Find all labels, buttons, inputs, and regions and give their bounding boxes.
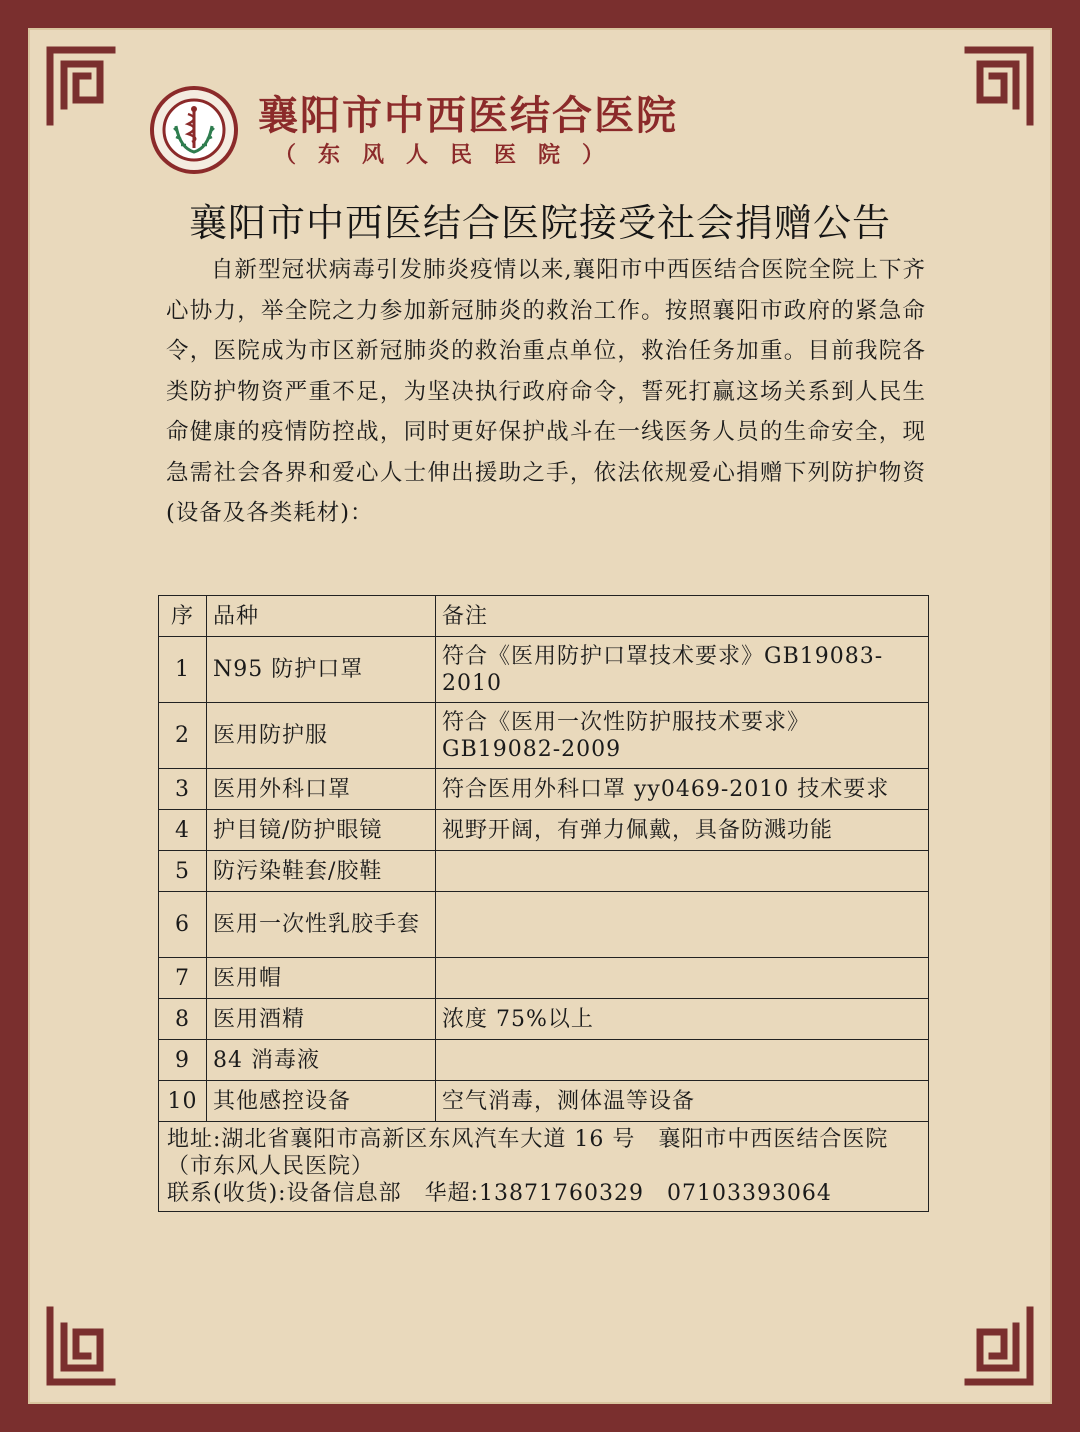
row-note	[436, 851, 929, 892]
row-item: 医用外科口罩	[207, 769, 436, 810]
row-item: 防污染鞋套/胶鞋	[207, 851, 436, 892]
row-note	[436, 892, 929, 958]
header-no: 序	[159, 596, 207, 637]
row-item: 医用帽	[207, 958, 436, 999]
table-row	[159, 958, 929, 999]
row-no: 1	[159, 637, 207, 703]
row-note: 空气消毒，测体温等设备	[436, 1081, 929, 1122]
contact-text: 联系(收货):设备信息部 华超:13871760329 07103393064	[167, 1181, 832, 1206]
contact-info	[159, 1122, 929, 1212]
row-item: 医用防护服	[207, 703, 436, 769]
row-no: 6	[159, 892, 207, 958]
row-no: 8	[159, 999, 207, 1040]
row-no: 3	[159, 769, 207, 810]
notice-intro: 自新型冠状病毒引发肺炎疫情以来,襄阳市中西医结合医院全院上下齐心协力，举全院之力参加新冠肺炎的救治工作。按照襄阳市政府的紧急命令，医院成为市区新冠肺炎的救治重点单位，救治任务加重。目前我院各类防护物资严重不足，为坚决执行政府命令，誓死打赢这场关系到人民生命健康的疫情防控战，同时更好保护战斗在一线医务人员的生命安全，现急需社会各界和爱心人士伸出援助之手，依法依规爱心捐赠下列防护物资(设备及各类耗材)：	[166, 257, 926, 526]
row-item: 医用一次性乳胶手套	[207, 892, 436, 958]
table-row	[159, 703, 929, 769]
table-row	[159, 810, 929, 851]
donation-items-table	[158, 595, 929, 1212]
hospital-name: 襄阳市中西医结合医院	[258, 92, 678, 139]
row-note: 符合《医用一次性防护服技术要求》GB19082-2009	[436, 703, 929, 769]
corner-ornament-bottom-left	[46, 1306, 116, 1386]
table-footer-row	[159, 1122, 929, 1212]
corner-ornament-top-left	[46, 46, 116, 126]
table-row	[159, 851, 929, 892]
row-item: N95 防护口罩	[207, 637, 436, 703]
row-item: 护目镜/防护眼镜	[207, 810, 436, 851]
header-item: 品种	[207, 596, 436, 637]
table-row	[159, 637, 929, 703]
corner-ornament-top-right	[964, 46, 1034, 126]
notice-title: 襄阳市中西医结合医院接受社会捐赠公告	[188, 201, 891, 245]
table-header-row	[159, 596, 929, 637]
row-no: 9	[159, 1040, 207, 1081]
row-item: 其他感控设备	[207, 1081, 436, 1122]
row-item: 医用酒精	[207, 999, 436, 1040]
row-no: 2	[159, 703, 207, 769]
row-item: 84 消毒液	[207, 1040, 436, 1081]
row-note	[436, 958, 929, 999]
caduceus-seal-icon	[150, 86, 238, 174]
row-note: 符合《医用防护口罩技术要求》GB19083-2010	[436, 637, 929, 703]
header-note: 备注	[436, 596, 929, 637]
table-row	[159, 769, 929, 810]
hospital-subtitle: （东风人民医院）	[274, 142, 627, 168]
row-note: 符合医用外科口罩 yy0469-2010 技术要求	[436, 769, 929, 810]
corner-ornament-bottom-right	[964, 1306, 1034, 1386]
row-note	[436, 1040, 929, 1081]
table-row	[159, 892, 929, 958]
row-no: 10	[159, 1081, 207, 1122]
table-row	[159, 1081, 929, 1122]
row-note: 浓度 75%以上	[436, 999, 929, 1040]
address-text: 地址:湖北省襄阳市高新区东风汽车大道 16 号 襄阳市中西医结合医院（市东风人民医院）	[167, 1127, 889, 1179]
row-no: 4	[159, 810, 207, 851]
table-row	[159, 999, 929, 1040]
table-row	[159, 1040, 929, 1081]
row-no: 5	[159, 851, 207, 892]
row-note: 视野开阔，有弹力佩戴，具备防溅功能	[436, 810, 929, 851]
row-no: 7	[159, 958, 207, 999]
